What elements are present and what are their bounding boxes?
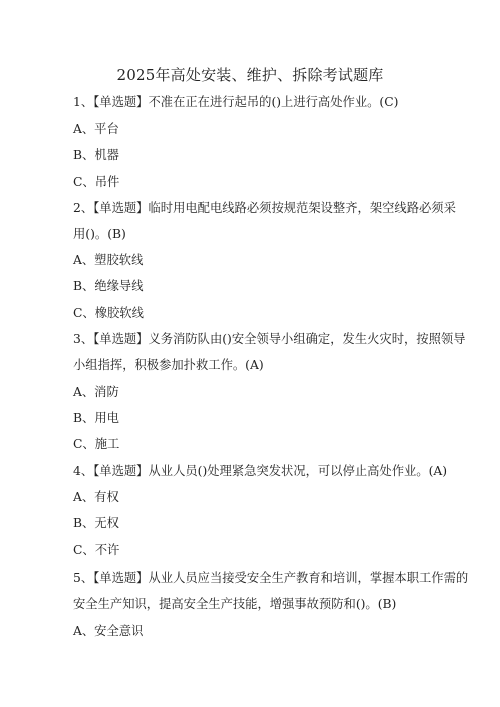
question-1 — [73, 94, 433, 110]
option-2a: A、塑胶软线 — [73, 253, 144, 267]
option-4a: A、有权 — [73, 490, 119, 504]
option-3b: B、用电 — [73, 411, 119, 425]
option-4b: B、无权 — [73, 516, 119, 530]
option-4c: C、不许 — [73, 543, 120, 557]
option-1a: A、平台 — [73, 122, 119, 136]
option-3c: C、施工 — [73, 437, 120, 451]
question-stem: 临时用电配电线路必须按规范架设整齐，架空线路必须采 — [148, 201, 456, 215]
question-type: 【单选题】 — [93, 332, 149, 346]
question-stem: 不准在正在进行起吊的()上进行高处作业。(C) — [148, 95, 399, 109]
question-stem: 从业人员()处理紧急突发状况，可以停止高处作业。(A) — [148, 464, 448, 478]
option-1c: C、吊件 — [73, 175, 120, 189]
option-2b: B、绝缘导线 — [73, 279, 144, 293]
question-4 — [73, 463, 448, 479]
option-2c: C、橡胶软线 — [73, 306, 144, 320]
option-3a: A、消防 — [73, 385, 119, 399]
question-type: 【单选题】 — [93, 571, 149, 585]
question-type: 【单选题】 — [93, 464, 149, 478]
question-number: 5、 — [73, 571, 94, 585]
question-stem: 义务消防队由()安全领导小组确定，发生火灾时，按照领导 — [148, 332, 466, 346]
question-number: 3、 — [73, 332, 94, 346]
question-2-continued: 用()。(B) — [73, 227, 126, 241]
option-5a: A、安全意识 — [73, 624, 144, 638]
question-type: 【单选题】 — [93, 95, 149, 109]
question-type: 【单选题】 — [93, 201, 149, 215]
question-2 — [73, 200, 456, 216]
question-number: 2、 — [73, 201, 94, 215]
question-stem: 从业人员应当接受安全生产教育和培训，掌握本职工作需的 — [148, 571, 469, 585]
question-5 — [73, 570, 469, 586]
question-number: 4、 — [73, 464, 94, 478]
document-title: 2025年高处安装、维护、拆除考试题库 — [116, 66, 384, 84]
question-3 — [73, 331, 466, 347]
question-3-continued: 小组指挥，积极参加扑救工作。(A) — [73, 358, 264, 372]
option-1b: B、机器 — [73, 148, 119, 162]
question-5-continued: 安全生产知识，提高安全生产技能，增强事故预防和()。(B) — [73, 597, 397, 611]
question-number: 1、 — [73, 95, 94, 109]
